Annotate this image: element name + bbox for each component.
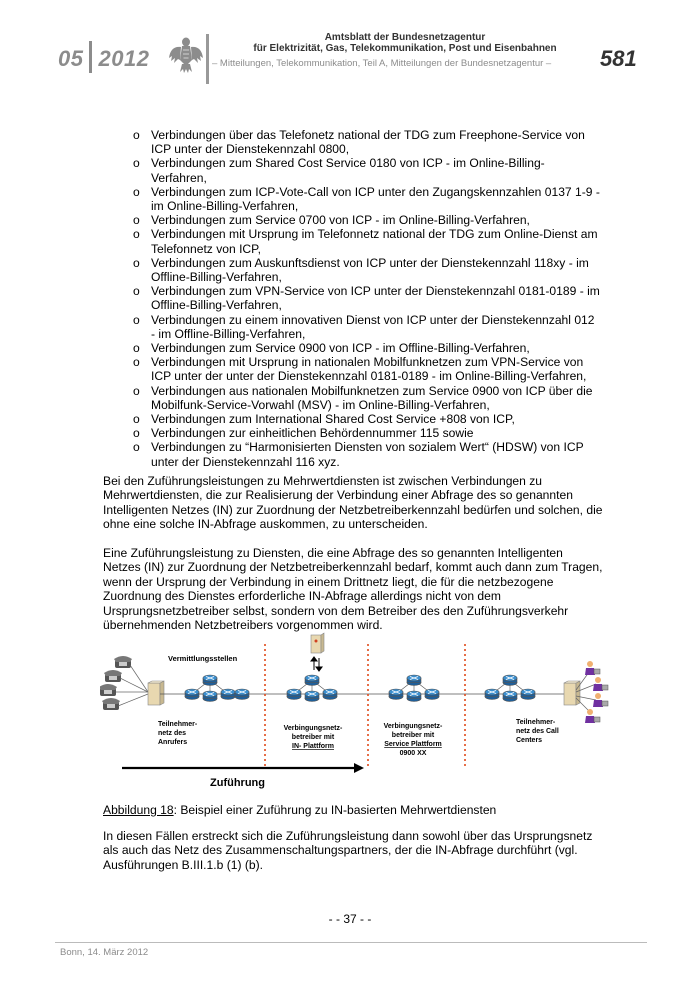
bullet-glyph: o	[133, 184, 140, 199]
bullet-glyph: o	[133, 227, 140, 242]
bullet-glyph: o	[133, 355, 140, 370]
svg-text:netz des Call: netz des Call	[516, 728, 559, 735]
footer-divider	[55, 942, 647, 943]
caption-label: Abbildung 18	[103, 803, 174, 817]
label-caller-network	[158, 721, 198, 746]
bullet-glyph: o	[133, 341, 140, 356]
svg-text:Verbingungsnetz-: Verbingungsnetz-	[283, 725, 343, 732]
callcenter-agents	[585, 661, 608, 723]
label-vermittlungsstellen: Vermittlungsstellen	[168, 654, 238, 663]
journal-subtitle: für Elektrizität, Gas, Telekommunikation, Post und Eisenbahnen	[253, 43, 557, 54]
list-item: o Verbindungen zum ICP-Vote-Call von ICP unter den Zugangskennzahlen 0137 1-9 - im Online-Billing-Verfahren,	[133, 184, 600, 214]
label-service-network	[384, 723, 443, 757]
issue-number: 05	[58, 45, 84, 71]
list-item: o Verbindungen zu einem innovativen Dienst von ICP unter der Dienstekennzahl 012 - im Offline-Billing-Verfahren,	[133, 312, 595, 341]
paragraph-third-party: Eine Zuführungsleistung zu Diensten, die eine Abfrage des so genannten Intelligenten Netzes (IN) zur Zuordnung der Netzbetreiberkennzahl bedarf, kommt auch dann zum Tragen, wenn der Ursprung der Verbindung in einem Drittnetz liegt, die für die netzbezogene Zuordnung des Dienstes erforderliche IN-Abfrage allerdings nicht von dem Ursprungsnetzbetreiber selbst, sondern von dem Betreiber des den Zuführungsverkehr übernehmenden Netzbetreibers vorgenommen wird.	[103, 546, 603, 633]
issue-divider	[89, 41, 92, 73]
bullet-glyph: o	[133, 440, 140, 455]
svg-text:Teilnehmer-: Teilnehmer-	[158, 721, 198, 728]
network-diagram	[100, 632, 620, 797]
svg-text:IN- Plattform: IN- Plattform	[292, 743, 334, 750]
header-divider	[206, 34, 209, 84]
list-item: o Verbindungen zum VPN-Service von ICP unter der Dienstekennzahl 0181-0189 - im Offline-Billing-Verfahren,	[133, 284, 600, 313]
label-zufuehrung: Zuführung	[210, 777, 265, 789]
bullet-glyph: o	[133, 255, 140, 270]
svg-text:Verbingungsnetz-: Verbingungsnetz-	[383, 723, 443, 730]
svg-text:betreiber mit: betreiber mit	[391, 732, 435, 739]
svg-text:Centers: Centers	[516, 737, 543, 744]
page-footer-number: - - 37 - -	[328, 912, 372, 926]
svg-text:betreiber mit: betreiber mit	[291, 734, 335, 741]
footer-date: Bonn, 14. März 2012	[60, 947, 149, 958]
svg-text:netz des: netz des	[158, 730, 187, 737]
list-item: o Verbindungen zum Service 0900 von ICP - im Offline-Billing-Verfahren,	[133, 341, 530, 356]
journal-title: Amtsblatt der Bundesnetzagentur	[324, 32, 486, 43]
list-item: o Verbindungen zum Auskunftsdienst von ICP unter der Dienstekennzahl 118xy - im Offline-Billing-Verfahren,	[133, 255, 589, 285]
federal-eagle-icon	[168, 34, 204, 76]
list-item: o Verbindungen mit Ursprung im Telefonnetz national der TDG zum Online-Dienst am Telefonnetz von ICP,	[133, 227, 598, 256]
svg-text:Service Plattform: Service Plattform	[384, 741, 442, 748]
list-item: o Verbindungen zu “Harmonisierten Diensten von sozialem Wert“ (HDSW) von ICP unter der Dienstekennzahl 116 xyz.	[133, 440, 584, 469]
callcenter-switch-icon	[564, 681, 580, 705]
issue-year: 2012	[98, 45, 150, 71]
section-subtitle: – Mitteilungen, Telekommunikation, Teil A, Mitteilungen der Bundesnetzagentur –	[212, 58, 552, 69]
label-callcenter-network	[516, 719, 559, 744]
caption-text: : Beispiel einer Zuführung zu IN-basierten Mehrwertdiensten	[173, 803, 497, 817]
svg-text:0900 XX: 0900 XX	[399, 750, 427, 757]
label-in-network	[284, 725, 343, 750]
issue-label	[58, 44, 149, 76]
exchange-switch-icon	[148, 681, 164, 705]
list-item: o Verbindungen aus nationalen Mobilfunknetzen zum Service 0900 von ICP über die Mobilfunk-Service-Vorwahl (MSV) - im Online-Billing-Verfahren,	[133, 383, 593, 412]
caller-phones	[100, 656, 132, 710]
updown-arrow-icon	[311, 657, 322, 671]
bullet-glyph: o	[133, 412, 140, 427]
bullet-glyph: o	[133, 426, 140, 441]
router-cluster-caller	[185, 675, 249, 702]
bullet-glyph: o	[133, 213, 140, 228]
list-item: o Verbindungen zur einheitlichen Behördennummer 115 sowie	[133, 426, 474, 441]
list-item: o Verbindungen zum Service 0700 von ICP - im Online-Billing-Verfahren,	[133, 213, 530, 228]
list-item: o Verbindungen zum International Shared Cost Service +808 von ICP,	[133, 412, 515, 427]
router-cluster-callcenter	[485, 675, 535, 702]
svg-text:Anrufers: Anrufers	[158, 739, 188, 746]
bullet-glyph: o	[133, 312, 140, 327]
bullet-glyph: o	[133, 156, 140, 171]
bullet-glyph: o	[133, 383, 140, 398]
page-number: 581	[600, 46, 637, 71]
router-cluster-service	[389, 675, 439, 702]
in-platform-server-icon	[311, 633, 324, 653]
list-item: o Verbindungen über das Telefonetz national der TDG zum Freephone-Service von ICP unter der Dienstekennzahl 0800,	[133, 128, 585, 157]
paragraph-in-distinction: Bei den Zuführungsleistungen zu Mehrwertdiensten ist zwischen Verbindungen zu Mehrwertdiensten, die zur Realisierung der Verbindung einer Abfrage des so genannten Intelligenten Netzes (IN) zur Zuordnung der Netzbetreiberkennzahl bedürfen und solchen, die ohne eine solche IN-Abfrage auskommen, zu unterscheiden.	[103, 474, 603, 532]
paragraph-scope: In diesen Fällen erstreckt sich die Zuführungsleistung dann sowohl über das Ursprungsnetz als auch das Netz des Zusammenschaltungspartners, der die IN-Abfrage durchführt (vgl. Ausführungen B.III.1.b (1) (b).	[103, 829, 593, 872]
zufuehrung-arrow	[122, 763, 364, 773]
bullet-glyph: o	[133, 128, 140, 142]
router-cluster-in	[287, 675, 337, 702]
bullet-glyph: o	[133, 284, 140, 299]
connection-list	[130, 128, 600, 469]
figure-caption	[103, 803, 496, 817]
list-item: o Verbindungen zum Shared Cost Service 0180 von ICP - im Online-Billing-Verfahren,	[133, 156, 545, 185]
list-item: o Verbindungen mit Ursprung in nationalen Mobilfunknetzen zum VPN-Service von ICP unter der unter der Dienstekennzahl 0181-0189 - im Online-Billing-Verfahren,	[133, 355, 587, 384]
svg-text:Teilnehmer-: Teilnehmer-	[516, 719, 556, 726]
